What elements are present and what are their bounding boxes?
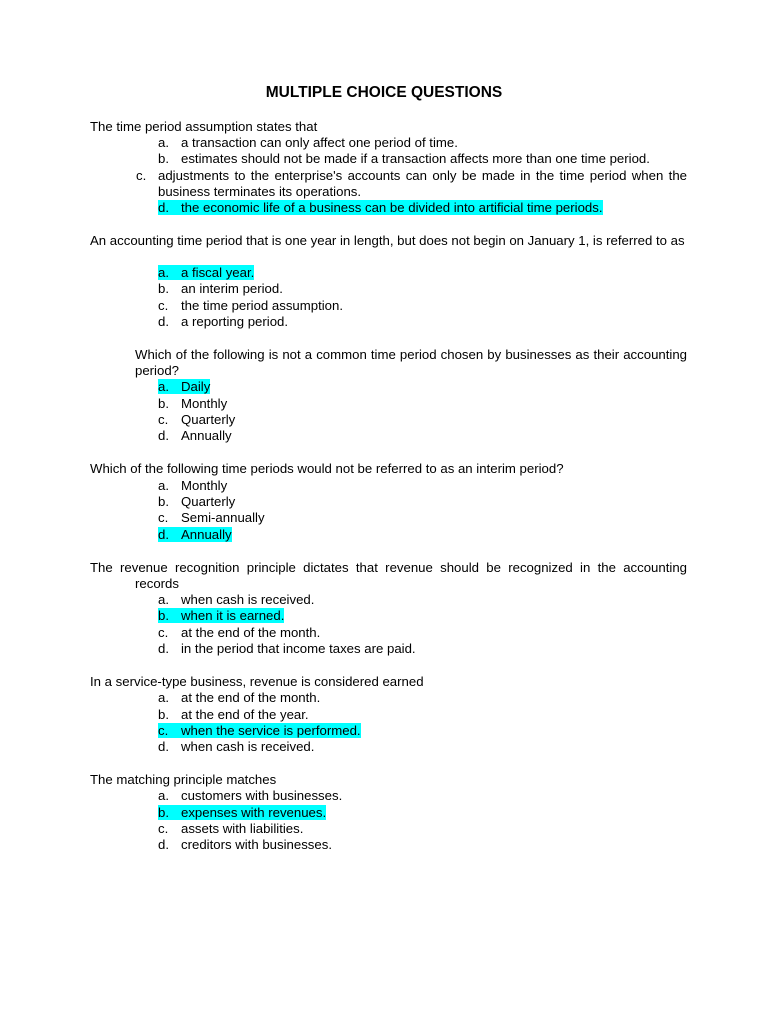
question-2-option-c xyxy=(158,298,343,314)
option-letter: b. xyxy=(158,281,169,296)
answer-highlight xyxy=(158,608,284,623)
question-7-option-c xyxy=(158,821,303,837)
answer-highlight xyxy=(158,527,232,542)
option-text: when cash is received. xyxy=(181,739,315,754)
option-letter: c. xyxy=(158,412,169,427)
question-stem-text: An accounting time period that is one year in length, but does not begin on January 1, is referred to as xyxy=(90,233,685,248)
question-stem-text: In a service-type business, revenue is considered earned xyxy=(90,674,424,689)
question-7-option-b xyxy=(158,805,326,821)
question-stem-text: The time period assumption states that xyxy=(90,119,318,134)
question-7-option-d xyxy=(158,837,332,853)
question-stem-text: The matching principle matches xyxy=(90,772,277,787)
answer-highlight xyxy=(158,265,254,280)
option-text: Monthly xyxy=(181,396,228,411)
option-letter: d. xyxy=(158,428,169,443)
option-letter: a. xyxy=(158,379,169,394)
page-title: MULTIPLE CHOICE QUESTIONS xyxy=(265,84,503,101)
option-text: the economic life of a business can be divided into artificial time periods. xyxy=(181,200,603,215)
option-text: a transaction can only affect one period of time. xyxy=(181,135,458,150)
option-text: Monthly xyxy=(181,478,228,493)
option-text: an interim period. xyxy=(181,281,283,296)
answer-highlight xyxy=(158,200,603,215)
option-letter: d. xyxy=(158,200,169,215)
option-letter: a. xyxy=(158,592,169,607)
question-6-option-c xyxy=(158,723,361,739)
question-4-stem xyxy=(90,461,687,477)
question-1-option-c xyxy=(136,168,687,200)
option-letter: c. xyxy=(158,625,169,640)
question-1-stem xyxy=(90,119,687,135)
option-letter: a. xyxy=(158,265,169,280)
option-text: Quarterly xyxy=(181,494,236,509)
question-2-option-b xyxy=(158,281,283,297)
question-stem-text: Which of the following is not a common time period chosen by businesses as their accounting period? xyxy=(135,347,687,379)
option-letter: d. xyxy=(158,527,169,542)
question-stem-text: The revenue recognition principle dictates that revenue should be recognized in the accounting records xyxy=(90,560,687,592)
option-text: when it is earned. xyxy=(181,608,285,623)
question-1-option-b xyxy=(158,151,650,167)
option-text: Annually xyxy=(181,527,232,542)
option-letter: b. xyxy=(158,805,169,820)
option-text: a fiscal year. xyxy=(181,265,255,280)
option-text: a reporting period. xyxy=(181,314,289,329)
option-text: creditors with businesses. xyxy=(181,837,332,852)
question-6-option-d xyxy=(158,739,314,755)
option-letter: c. xyxy=(158,510,169,525)
option-text: in the period that income taxes are paid. xyxy=(181,641,416,656)
option-text: Annually xyxy=(181,428,232,443)
question-7-option-a xyxy=(158,788,342,804)
question-5-option-d xyxy=(158,641,416,657)
option-letter: c. xyxy=(158,298,169,313)
option-letter: d. xyxy=(158,314,169,329)
question-5-option-b xyxy=(158,608,284,624)
question-2-option-d xyxy=(158,314,288,330)
option-letter: b. xyxy=(158,396,169,411)
question-6-option-b xyxy=(158,707,309,723)
option-text: when the service is performed. xyxy=(181,723,361,738)
answer-highlight xyxy=(158,379,210,394)
question-2-option-a xyxy=(158,265,254,281)
option-text: assets with liabilities. xyxy=(181,821,304,836)
question-1-option-a xyxy=(158,135,458,151)
option-text: at the end of the month. xyxy=(181,625,321,640)
option-letter: b. xyxy=(158,707,169,722)
option-letter: b. xyxy=(158,151,169,166)
answer-highlight xyxy=(158,723,361,738)
option-letter: d. xyxy=(158,641,169,656)
option-text: adjustments to the enterprise's accounts can only be made in the time period when the business terminates its operations. xyxy=(158,168,687,200)
question-6-stem xyxy=(90,674,687,690)
question-3-stem xyxy=(135,347,687,379)
option-letter: a. xyxy=(158,788,169,803)
option-letter: a. xyxy=(158,135,169,150)
option-text: at the end of the year. xyxy=(181,707,309,722)
question-2-stem xyxy=(90,233,687,249)
question-6-option-a xyxy=(158,690,320,706)
option-letter: c. xyxy=(136,168,147,183)
question-3-option-c xyxy=(158,412,235,428)
option-text: Daily xyxy=(181,379,211,394)
option-letter: d. xyxy=(158,837,169,852)
option-letter: d. xyxy=(158,739,169,754)
question-3-option-a xyxy=(158,379,210,395)
option-letter: a. xyxy=(158,690,169,705)
option-text: expenses with revenues. xyxy=(181,805,327,820)
option-letter: c. xyxy=(158,821,169,836)
answer-highlight xyxy=(158,805,326,820)
option-text: customers with businesses. xyxy=(181,788,343,803)
option-text: Quarterly xyxy=(181,412,236,427)
question-4-option-c xyxy=(158,510,265,526)
option-text: estimates should not be made if a transaction affects more than one time period. xyxy=(181,151,650,166)
question-3-option-b xyxy=(158,396,227,412)
question-stem-text: Which of the following time periods would not be referred to as an interim period? xyxy=(90,461,564,476)
option-letter: c. xyxy=(158,723,169,738)
question-4-option-a xyxy=(158,478,227,494)
question-1-option-d xyxy=(158,200,603,216)
option-text: at the end of the month. xyxy=(181,690,321,705)
option-letter: b. xyxy=(158,608,169,623)
option-letter: b. xyxy=(158,494,169,509)
question-4-option-b xyxy=(158,494,235,510)
question-4-option-d xyxy=(158,527,232,543)
question-5-stem xyxy=(90,560,687,592)
question-7-stem xyxy=(90,772,687,788)
question-3-option-d xyxy=(158,428,232,444)
option-letter: a. xyxy=(158,478,169,493)
option-text: the time period assumption. xyxy=(181,298,343,313)
option-text: Semi-annually xyxy=(181,510,265,525)
option-text: when cash is received. xyxy=(181,592,315,607)
question-5-option-c xyxy=(158,625,320,641)
question-5-option-a xyxy=(158,592,314,608)
